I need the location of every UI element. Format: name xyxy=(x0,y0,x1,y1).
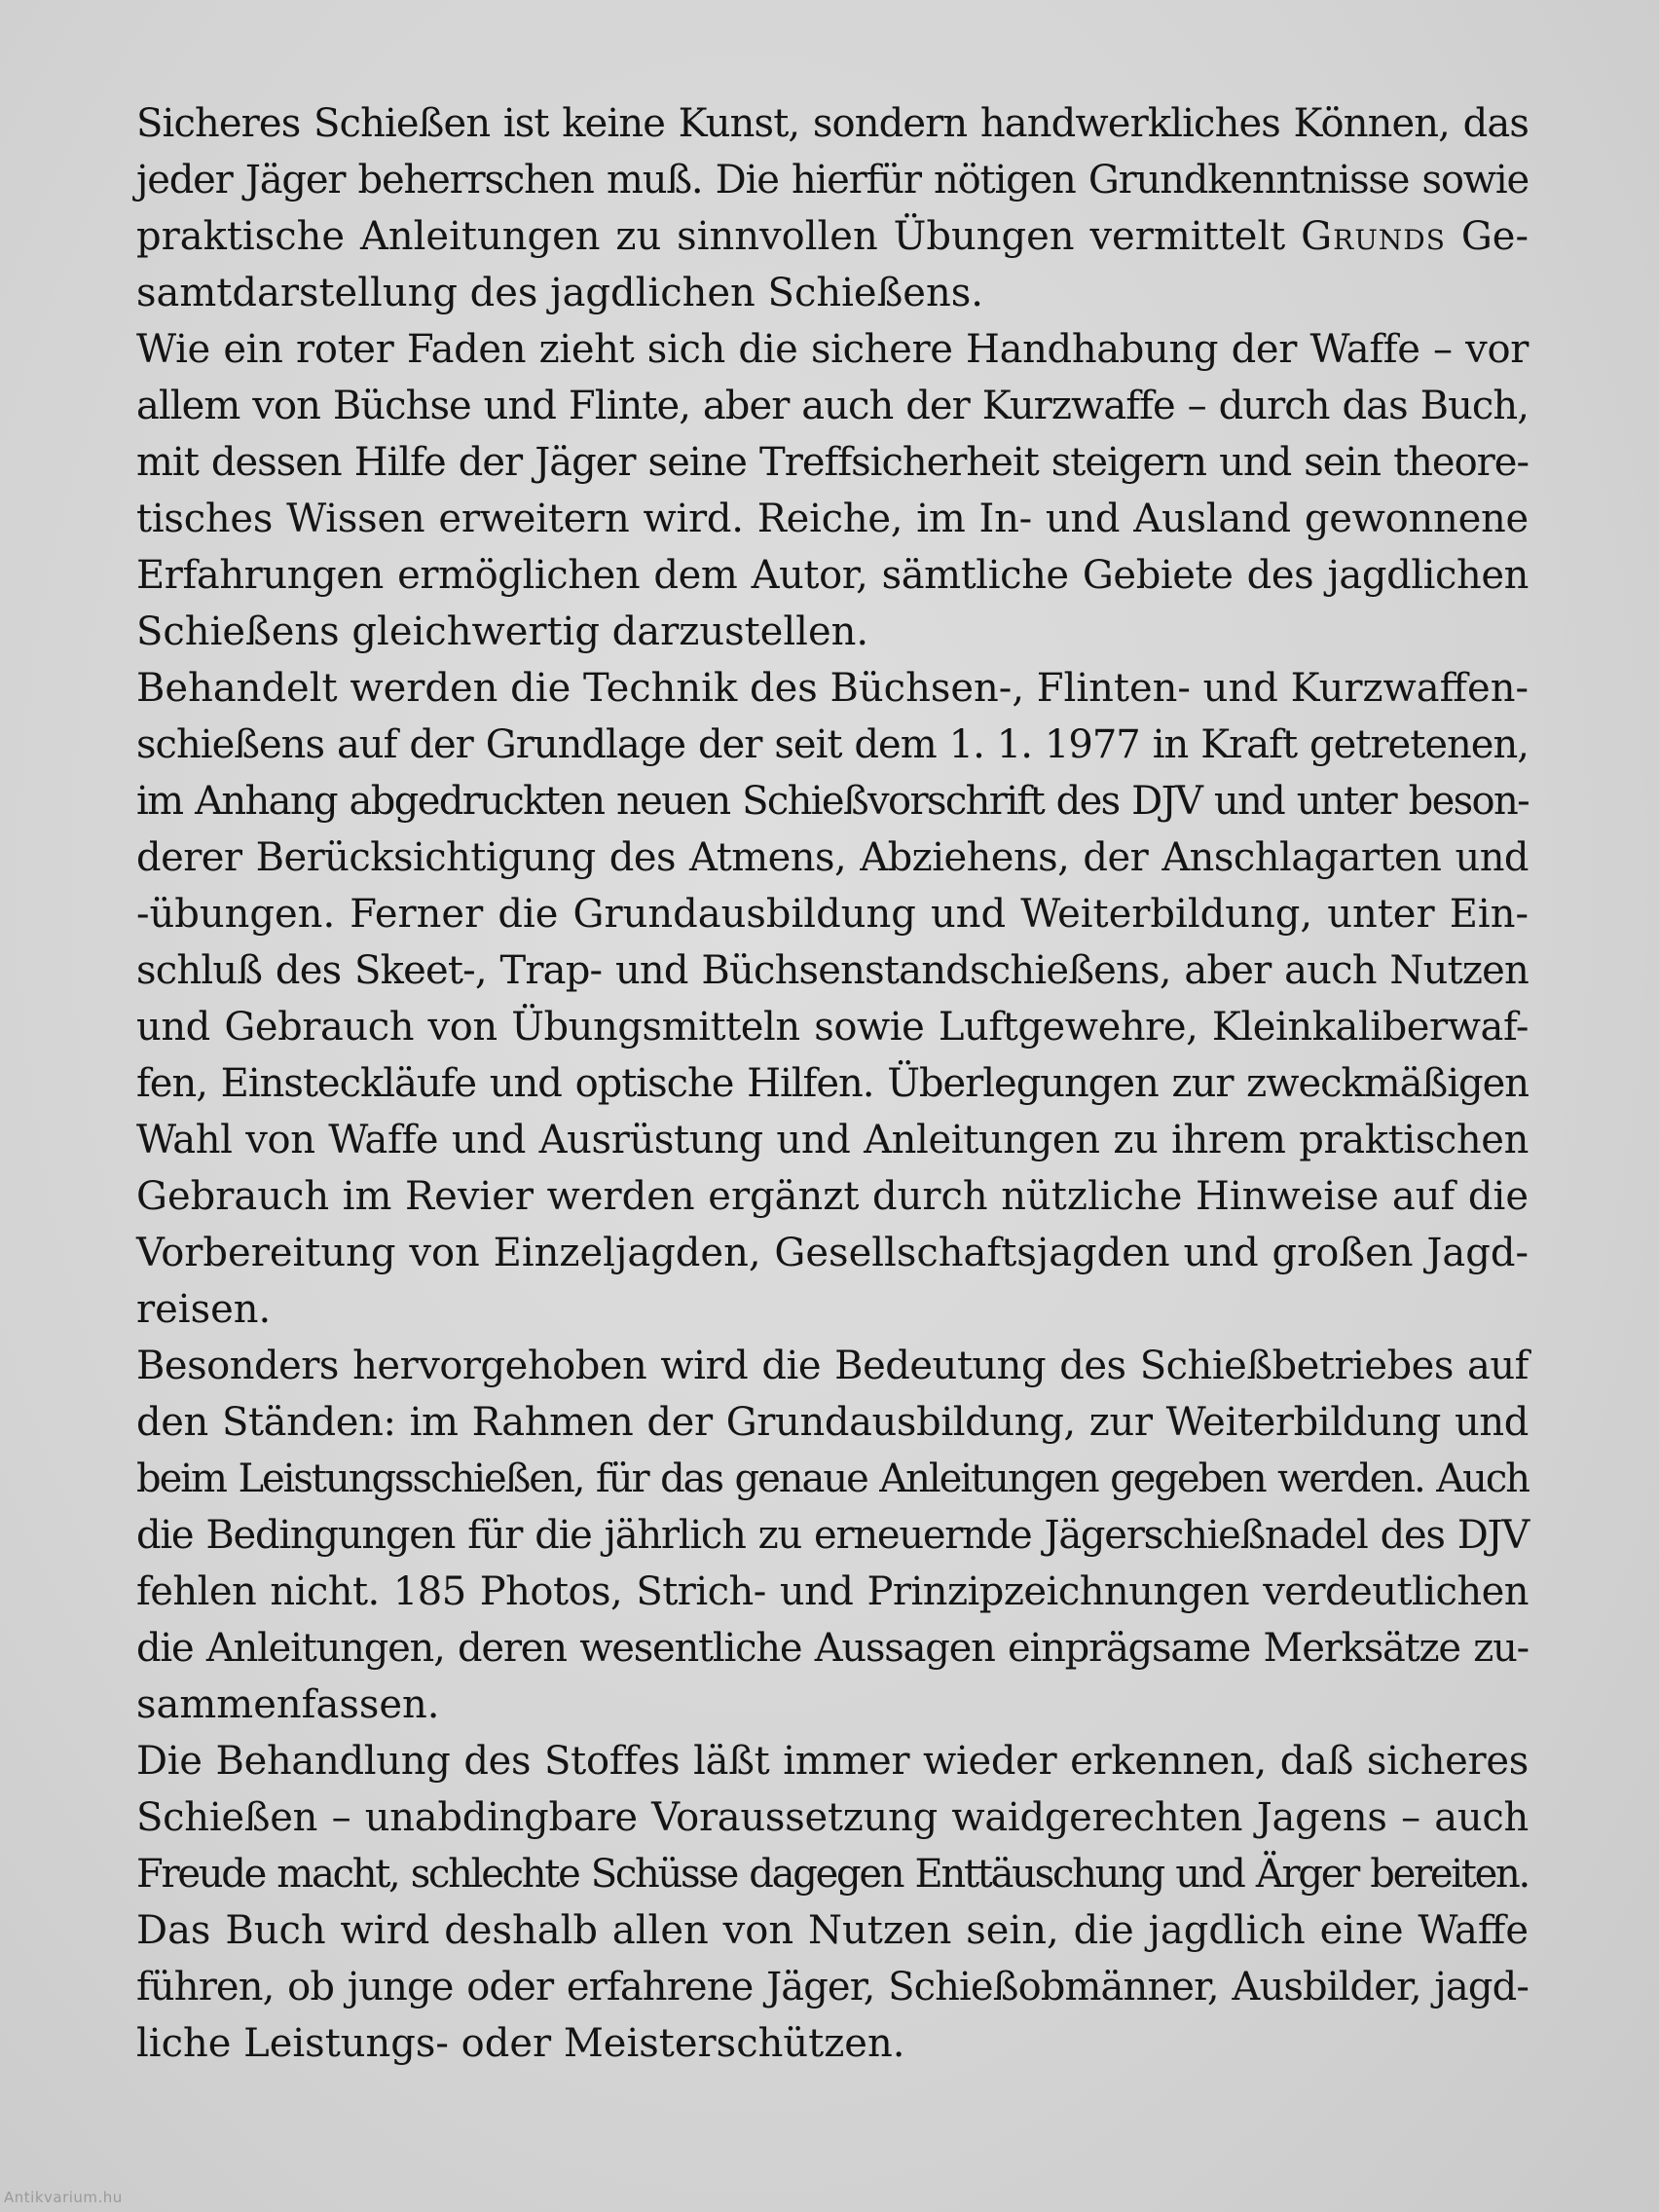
text-line: Behandelt werden die Technik des Büchsen-, Flinten- und Kurzwaffen- xyxy=(136,666,1529,711)
text-line: die Anleitungen, deren wesentliche Aussagen einprägsame Merksätze zu- xyxy=(136,1626,1529,1671)
paragraph xyxy=(136,1733,1529,2072)
text-line: den Ständen: im Rahmen der Grundausbildung, zur Weiterbildung und xyxy=(136,1400,1529,1445)
paragraph xyxy=(136,1338,1529,1733)
text-line: Die Behandlung des Stoffes läßt immer wieder erkennen, daß sicheres xyxy=(136,1739,1529,1784)
blurb-text xyxy=(136,95,1529,2072)
author-name: Grunds xyxy=(1301,214,1446,259)
paragraph xyxy=(136,95,1529,321)
text-line: jeder Jäger beherrschen muß. Die hierfür nötigen Grundkenntnisse sowie xyxy=(136,158,1529,203)
text-line: Schießens gleichwertig darzustellen. xyxy=(136,609,869,654)
text-line: fehlen nicht. 185 Photos, Strich- und Prinzipzeichnungen verdeutlichen xyxy=(136,1569,1529,1614)
text-line: Sicheres Schießen ist keine Kunst, sondern handwerkliches Können, das xyxy=(136,101,1529,146)
paragraph xyxy=(136,660,1529,1338)
text-line: beim Leistungsschießen, für das genaue Anleitungen gegeben werden. Auch xyxy=(136,1456,1529,1501)
text-line: fen, Einsteckläufe und optische Hilfen. Überlegungen zur zweckmäßigen xyxy=(136,1061,1529,1106)
text-line: Erfahrungen ermöglichen dem Autor, sämtliche Gebiete des jagdlichen xyxy=(136,553,1529,598)
text-line: Schießen – unabdingbare Voraussetzung waidgerechten Jagens – auch xyxy=(136,1795,1529,1840)
text-line: Wie ein roter Faden zieht sich die sichere Handhabung der Waffe – vor xyxy=(136,327,1529,372)
text-line: schießens auf der Grundlage der seit dem 1. 1. 1977 in Kraft getretenen, xyxy=(136,722,1529,767)
text-line: und Gebrauch von Übungsmitteln sowie Luftgewehre, Kleinkaliberwaf- xyxy=(136,1005,1529,1050)
text-line: die Bedingungen für die jährlich zu erneuernde Jägerschießnadel des DJV xyxy=(136,1513,1529,1558)
text-line: praktische Anleitungen zu sinnvollen Übungen vermittelt Grunds Ge- xyxy=(136,214,1529,259)
text-line: sammenfassen. xyxy=(136,1682,440,1727)
text-line: im Anhang abgedruckten neuen Schießvorschrift des DJV und unter beson- xyxy=(136,779,1529,824)
text-line: führen, ob junge oder erfahrene Jäger, Schießobmänner, Ausbilder, jagd- xyxy=(136,1965,1529,2009)
text-line: tisches Wissen erweitern wird. Reiche, im In- und Ausland gewonnene xyxy=(136,497,1529,541)
text-line: schluß des Skeet-, Trap- und Büchsenstandschießens, aber auch Nutzen xyxy=(136,948,1529,993)
text-line: Das Buch wird deshalb allen von Nutzen sein, die jagdlich eine Waffe xyxy=(136,1908,1529,1953)
text-line: allem von Büchse und Flinte, aber auch der Kurzwaffe – durch das Buch, xyxy=(136,384,1529,428)
text-line: reisen. xyxy=(136,1287,272,1332)
text-line: mit dessen Hilfe der Jäger seine Treffsicherheit steigern und sein theore- xyxy=(136,440,1529,485)
text-line: liche Leistungs- oder Meisterschützen. xyxy=(136,2021,905,2066)
watermark: Antikvarium.hu xyxy=(4,2189,123,2206)
text-line: Freude macht, schlechte Schüsse dagegen Enttäuschung und Ärger bereiten. xyxy=(136,1852,1529,1897)
text-line: -übungen. Ferner die Grundausbildung und Weiterbildung, unter Ein- xyxy=(136,892,1529,937)
text-line: Besonders hervorgehoben wird die Bedeutung des Schießbetriebes auf xyxy=(136,1344,1529,1388)
text-line: derer Berücksichtigung des Atmens, Abziehens, der Anschlagarten und xyxy=(136,835,1529,880)
text-line: Vorbereitung von Einzeljagden, Gesellschaftsjagden und großen Jagd- xyxy=(136,1231,1529,1275)
paragraph xyxy=(136,321,1529,660)
text-line: Wahl von Waffe und Ausrüstung und Anleitungen zu ihrem praktischen xyxy=(136,1118,1529,1162)
text-line: Gebrauch im Revier werden ergänzt durch nützliche Hinweise auf die xyxy=(136,1174,1529,1219)
text-line: samtdarstellung des jagdlichen Schießens. xyxy=(136,271,983,315)
